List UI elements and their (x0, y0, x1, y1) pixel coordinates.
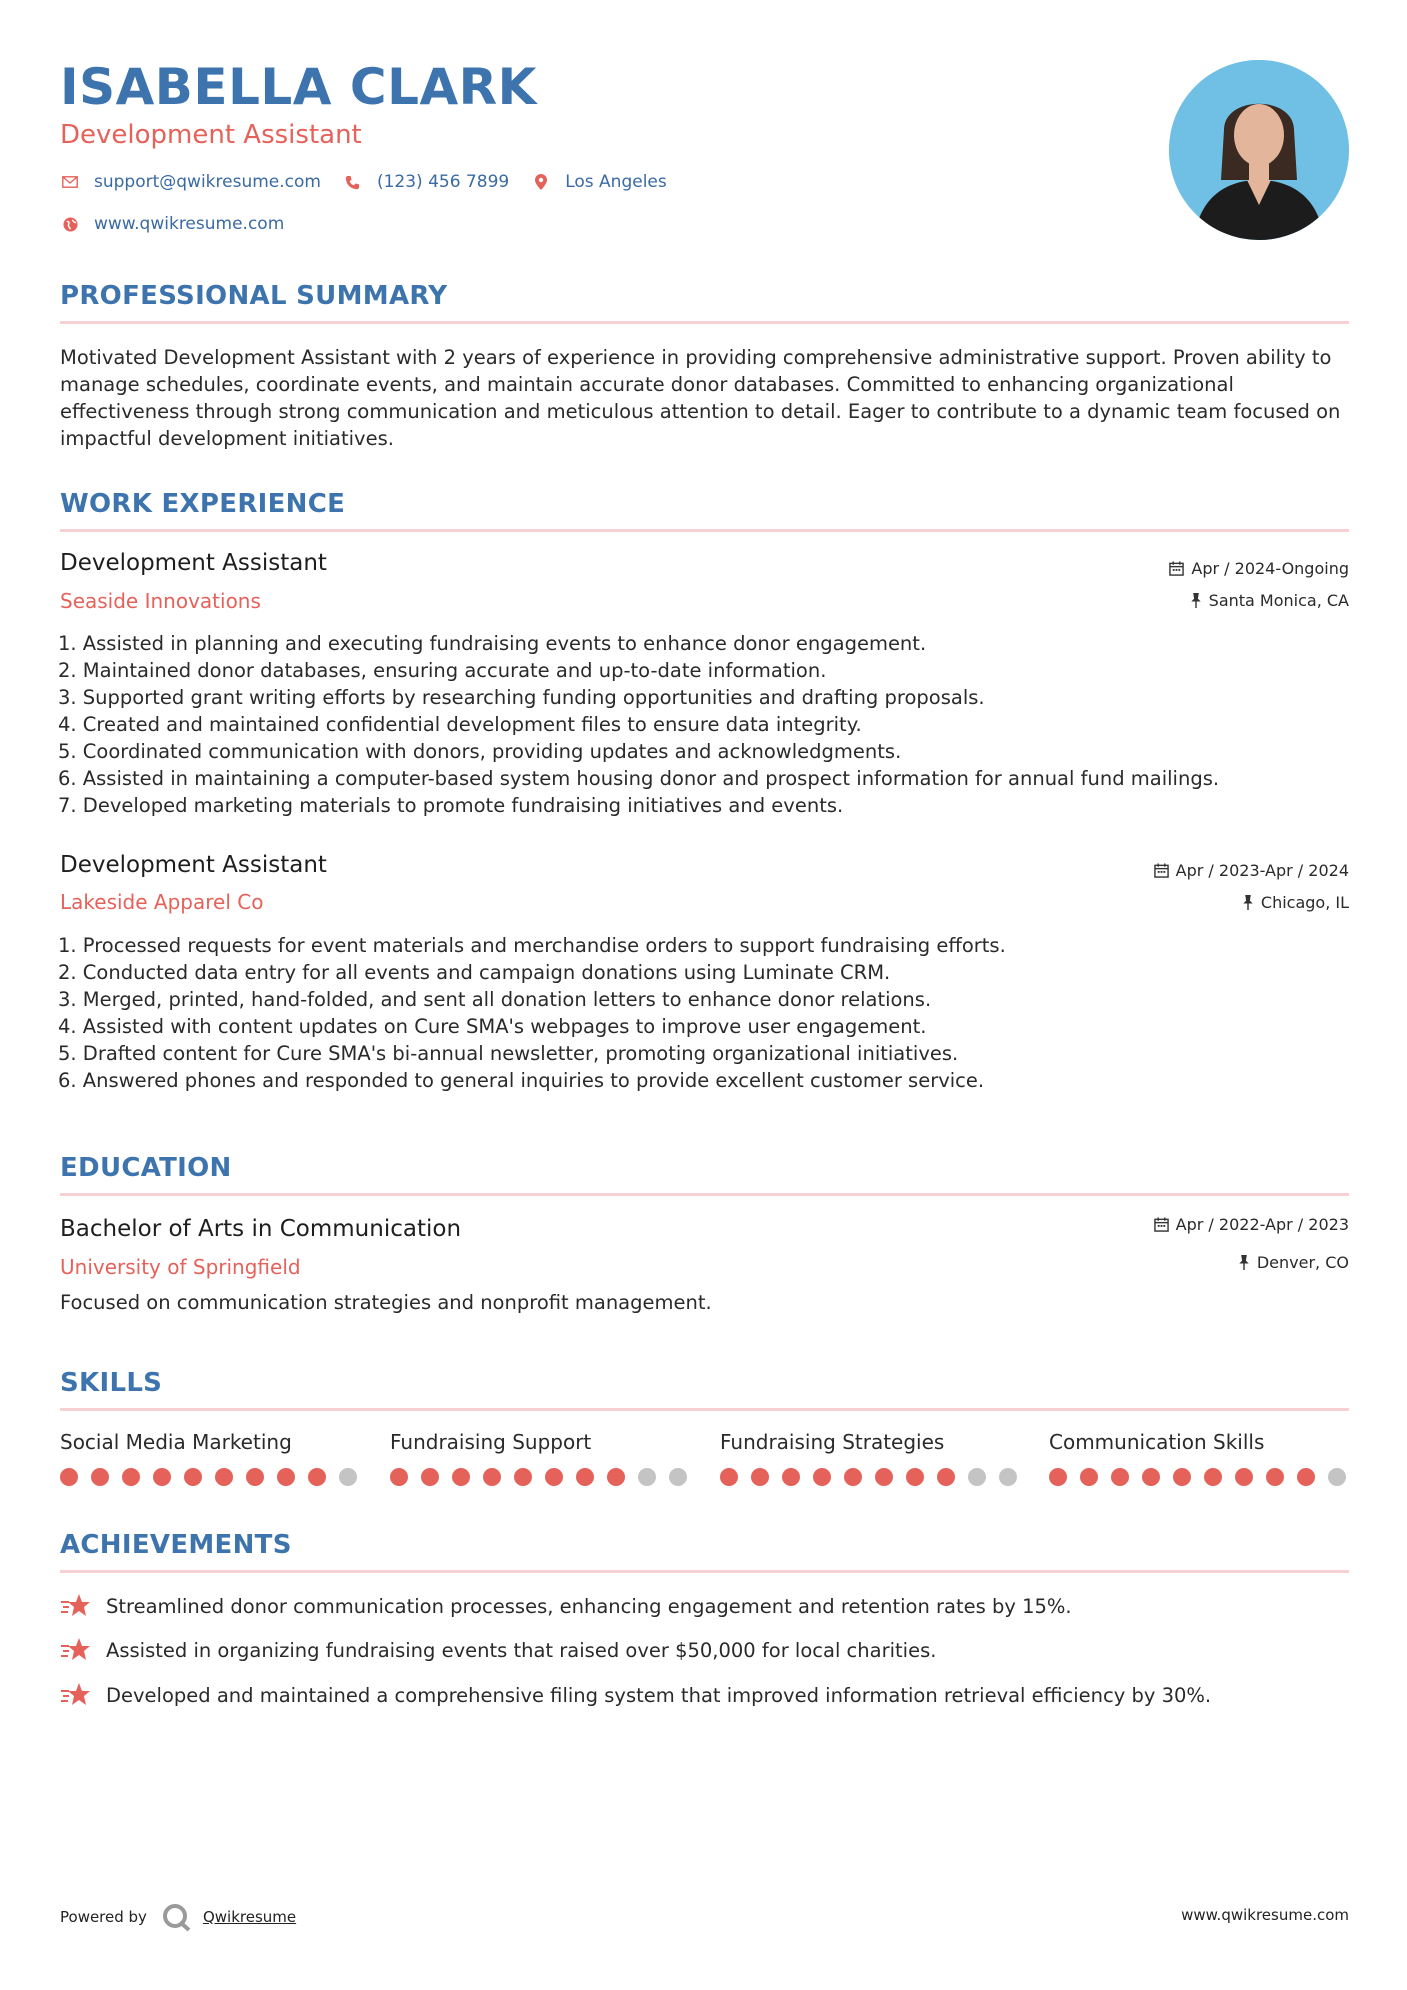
candidate-role: Development Assistant (60, 120, 362, 150)
list-item: 6. Answered phones and responded to general inquiries to provide excellent customer service. (58, 1069, 985, 1092)
rating-dot-empty (669, 1468, 687, 1486)
job-dates-text: Apr / 2023-Apr / 2024 (1175, 861, 1349, 880)
profile-photo (1169, 60, 1349, 240)
rating-dot-filled (844, 1468, 862, 1486)
achievement-item (60, 1681, 1211, 1709)
job-location (1190, 591, 1349, 610)
location-text: Los Angeles (565, 172, 667, 192)
rating-dot-filled (813, 1468, 831, 1486)
rating-dot-filled (751, 1468, 769, 1486)
qwikresume-logo-icon (161, 1902, 193, 1932)
achievements-divider (60, 1570, 1349, 1573)
list-item: 4. Created and maintained confidential development files to ensure data integrity. (58, 713, 862, 736)
job-location-text: Santa Monica, CA (1208, 591, 1349, 610)
achievement-item (60, 1636, 936, 1664)
rating-dot-filled (452, 1468, 470, 1486)
footer-powered-by (60, 1902, 296, 1932)
rating-dot-filled (483, 1468, 501, 1486)
skill-rating (390, 1468, 687, 1486)
job-company: Seaside Innovations (60, 589, 261, 613)
calendar-icon (1154, 1217, 1169, 1232)
rating-dot-filled (576, 1468, 594, 1486)
map-pin-icon (531, 172, 551, 192)
rating-dot-filled (246, 1468, 264, 1486)
globe-icon (60, 214, 80, 234)
summary-text: Motivated Development Assistant with 2 years of experience in providing comprehensive administrative support. Proven ability to manage schedules, coordinate events, and maintain accurate donor databases. Committed to enhancing organizational effectiveness through strong communication and meticulous attention to detail. Eager to contribute to a dynamic team focused on impactful development initiatives. (60, 346, 1341, 450)
rating-dot-filled (1142, 1468, 1160, 1486)
email-link[interactable]: support@qwikresume.com (94, 172, 321, 192)
website-link[interactable]: www.qwikresume.com (94, 214, 285, 234)
experience-divider (60, 529, 1349, 532)
pushpin-icon (1242, 895, 1254, 910)
skill-rating (60, 1468, 357, 1486)
rating-dot-filled (184, 1468, 202, 1486)
list-item: 5. Coordinated communication with donors, providing updates and acknowledgments. (58, 740, 902, 763)
skill-name: Fundraising Support (390, 1430, 592, 1454)
job-dates (1169, 559, 1349, 578)
list-item: 2. Maintained donor databases, ensuring accurate and up-to-date information. (58, 659, 827, 682)
rating-dot-filled (782, 1468, 800, 1486)
job-responsibilities (58, 630, 1358, 819)
footer-url[interactable]: www.qwikresume.com (1181, 1906, 1349, 1924)
rating-dot-empty (1328, 1468, 1346, 1486)
job-dates (1154, 861, 1349, 880)
job-dates-text: Apr / 2024-Ongoing (1191, 559, 1349, 578)
summary-section-title: PROFESSIONAL SUMMARY (60, 281, 448, 311)
list-item: 3. Merged, printed, hand-folded, and sent all donation letters to enhance donor relations. (58, 988, 932, 1011)
skill-name: Fundraising Strategies (720, 1430, 945, 1454)
list-item: 1. Processed requests for event materials and merchandise orders to support fundraising efforts. (58, 934, 1006, 957)
shooting-star-icon (60, 1592, 92, 1620)
rating-dot-filled (1080, 1468, 1098, 1486)
achievements-section-title: ACHIEVEMENTS (60, 1530, 292, 1560)
education-divider (60, 1193, 1349, 1196)
rating-dot-filled (875, 1468, 893, 1486)
list-item: 7. Developed marketing materials to promote fundraising initiatives and events. (58, 794, 844, 817)
job-title: Development Assistant (60, 550, 327, 576)
rating-dot-empty (638, 1468, 656, 1486)
qwikresume-link[interactable]: Qwikresume (202, 1908, 297, 1926)
list-item: 1. Assisted in planning and executing fundraising events to enhance donor engagement. (58, 632, 927, 655)
rating-dot-filled (1204, 1468, 1222, 1486)
job-location-text: Chicago, IL (1260, 893, 1349, 912)
education-dates (1154, 1215, 1349, 1234)
education-location (1238, 1253, 1349, 1272)
envelope-icon (60, 172, 80, 192)
rating-dot-filled (1235, 1468, 1253, 1486)
job-responsibilities (58, 932, 1358, 1094)
achievement-item (60, 1592, 1072, 1620)
skill-name: Communication Skills (1049, 1430, 1265, 1454)
rating-dot-filled (390, 1468, 408, 1486)
rating-dot-filled (906, 1468, 924, 1486)
experience-section-title: WORK EXPERIENCE (60, 489, 346, 519)
rating-dot-filled (607, 1468, 625, 1486)
contact-row-secondary (60, 214, 306, 234)
phone-icon (343, 172, 363, 192)
list-item: 6. Assisted in maintaining a computer-based system housing donor and prospect information for annual fund mailings. (58, 767, 1220, 790)
pushpin-icon (1190, 593, 1202, 608)
rating-dot-empty (968, 1468, 986, 1486)
calendar-icon (1154, 863, 1169, 878)
powered-by-label: Powered by (60, 1908, 147, 1926)
education-description: Focused on communication strategies and nonprofit management. (60, 1291, 712, 1314)
pushpin-icon (1238, 1255, 1250, 1270)
achievement-text: Assisted in organizing fundraising events that raised over $50,000 for local charities. (106, 1638, 937, 1662)
skills-section-title: SKILLS (60, 1368, 163, 1398)
education-degree: Bachelor of Arts in Communication (60, 1216, 462, 1242)
education-school: University of Springfield (60, 1255, 301, 1279)
job-title: Development Assistant (60, 852, 327, 878)
candidate-name: ISABELLA CLARK (60, 58, 537, 116)
rating-dot-filled (1173, 1468, 1191, 1486)
rating-dot-filled (122, 1468, 140, 1486)
rating-dot-filled (60, 1468, 78, 1486)
summary-divider (60, 321, 1349, 324)
list-item: 4. Assisted with content updates on Cure SMA's webpages to improve user engagement. (58, 1015, 927, 1038)
phone-number[interactable]: (123) 456 7899 (376, 172, 510, 192)
education-dates-text: Apr / 2022-Apr / 2023 (1175, 1215, 1349, 1234)
job-location (1242, 893, 1349, 912)
education-location-text: Denver, CO (1256, 1253, 1349, 1272)
list-item: 3. Supported grant writing efforts by researching funding opportunities and drafting proposals. (58, 686, 985, 709)
rating-dot-filled (937, 1468, 955, 1486)
rating-dot-filled (545, 1468, 563, 1486)
rating-dot-filled (421, 1468, 439, 1486)
list-item: 2. Conducted data entry for all events and campaign donations using Luminate CRM. (58, 961, 891, 984)
shooting-star-icon (60, 1636, 92, 1664)
rating-dot-filled (1049, 1468, 1067, 1486)
list-item: 5. Drafted content for Cure SMA's bi-annual newsletter, promoting organizational initiatives. (58, 1042, 959, 1065)
rating-dot-filled (277, 1468, 295, 1486)
skills-divider (60, 1408, 1349, 1411)
rating-dot-filled (1297, 1468, 1315, 1486)
contact-row-primary (60, 172, 689, 192)
education-section-title: EDUCATION (60, 1153, 232, 1183)
rating-dot-empty (339, 1468, 357, 1486)
rating-dot-filled (1266, 1468, 1284, 1486)
skill-name: Social Media Marketing (60, 1430, 292, 1454)
job-company: Lakeside Apparel Co (60, 890, 264, 914)
rating-dot-filled (514, 1468, 532, 1486)
skill-rating (720, 1468, 1017, 1486)
rating-dot-filled (91, 1468, 109, 1486)
shooting-star-icon (60, 1681, 92, 1709)
rating-dot-filled (308, 1468, 326, 1486)
rating-dot-filled (153, 1468, 171, 1486)
rating-dot-empty (999, 1468, 1017, 1486)
achievement-text: Streamlined donor communication processes, enhancing engagement and retention rates by 15%. (106, 1594, 1072, 1618)
calendar-icon (1169, 561, 1184, 576)
skill-rating (1049, 1468, 1346, 1486)
achievement-text: Developed and maintained a comprehensive filing system that improved information retrieval efficiency by 30%. (106, 1683, 1212, 1707)
rating-dot-filled (215, 1468, 233, 1486)
rating-dot-filled (720, 1468, 738, 1486)
rating-dot-filled (1111, 1468, 1129, 1486)
